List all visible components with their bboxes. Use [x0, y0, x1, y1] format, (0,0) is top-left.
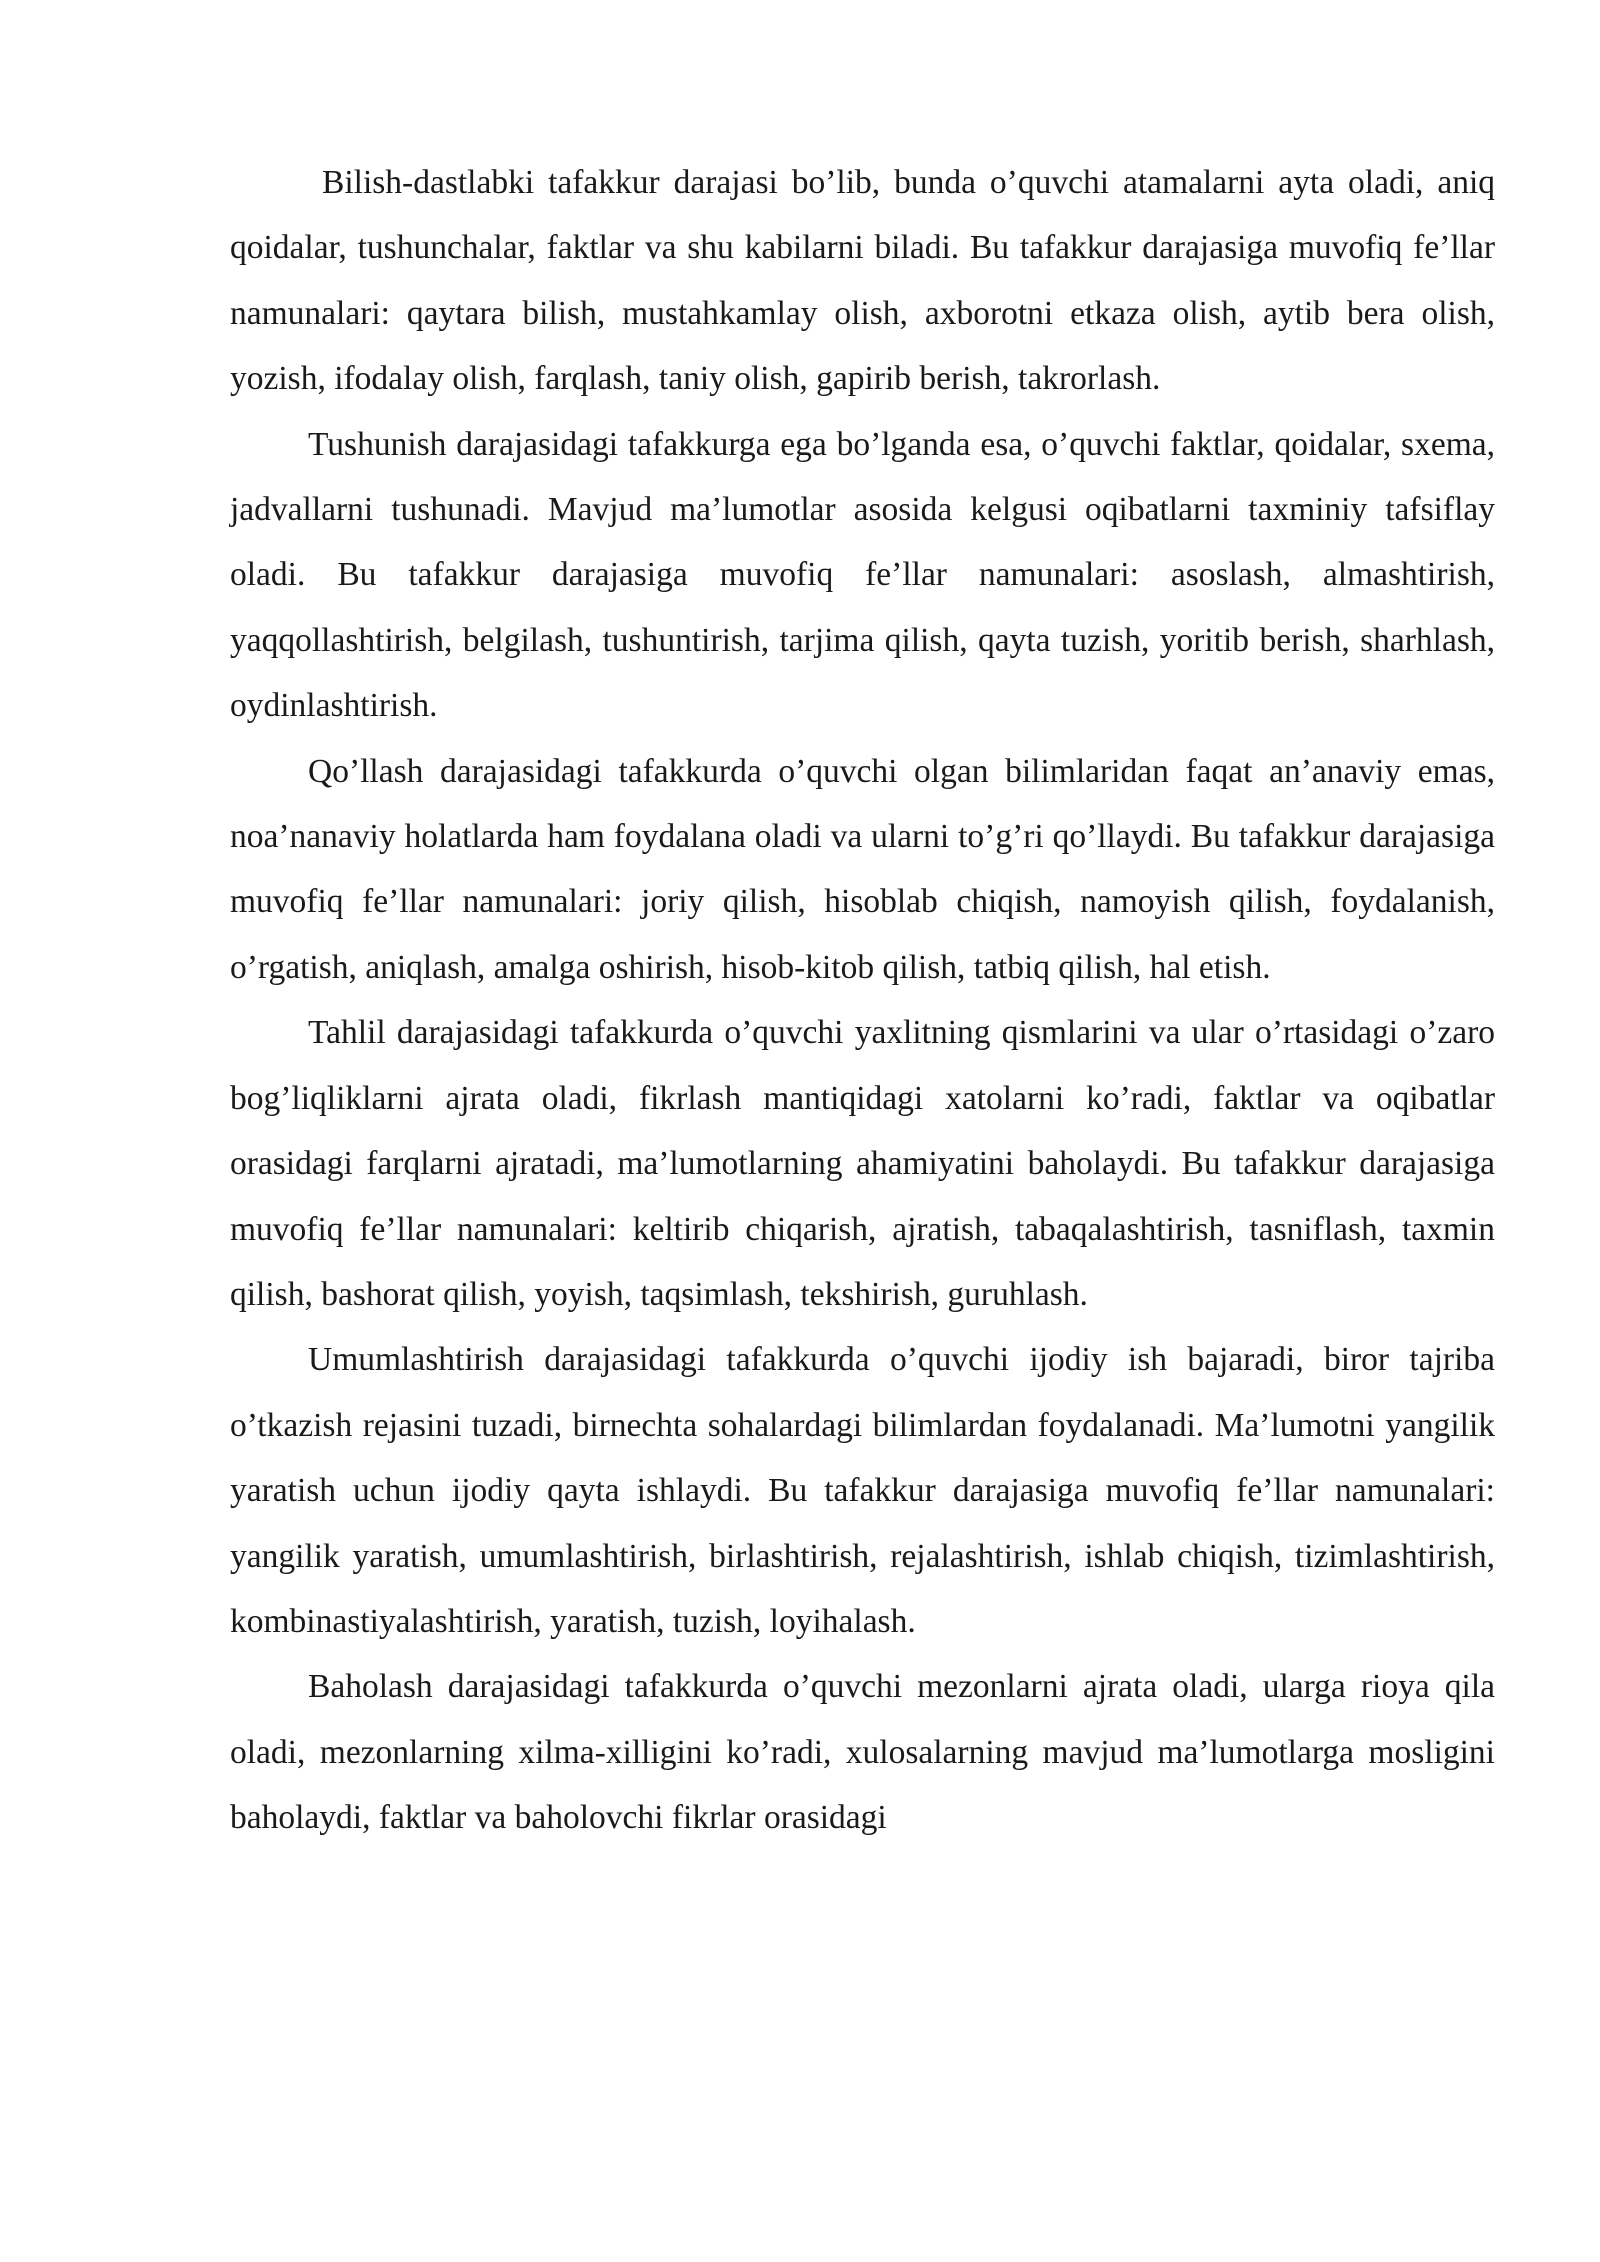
- paragraph-baholash: Baholash darajasidagi tafakkurda o’quvchi mezonlarni ajrata oladi, ularga rioya qila oladi, mezonlarning xilma-xilligini ko’radi, xulosalarning mavjud ma’lumotlarga mosligini baholaydi, faktlar va baholovchi fikrlar orasidagi: [230, 1668, 1495, 1837]
- paragraph-tushunish: Tushunish darajasidagi tafakkurga ega bo’lganda esa, o’quvchi faktlar, qoidalar, sxema, jadvallarni tushunadi. Mavjud ma’lumotlar asosida kelgusi oqibatlarni taxminiy tafsiflay oladi. Bu tafakkur darajasiga muvofiq fe’llar namunalari: asoslash, almashtirish, yaqqollashtirish, belgilash, tushuntirish, tarjima qilish, qayta tuzish, yoritib berish, sharhlash, oydinlashtirish.: [230, 425, 1495, 725]
- document-body: [230, 150, 1495, 1851]
- paragraph-qollash: Qo’llash darajasidagi tafakkurda o’quvchi olgan bilimlaridan faqat an’anaviy emas, noa’nanaviy holatlarda ham foydalana oladi va ularni to’g’ri qo’llaydi. Bu tafakkur darajasiga muvofiq fe’llar namunalari: joriy qilish, hisoblab chiqish, namoyish qilish, foydalanish, o’rgatish, aniqlash, amalga oshirish, hisob-kitob qilish, tatbiq qilish, hal etish.: [230, 752, 1495, 986]
- paragraph-tahlil: Tahlil darajasidagi tafakkurda o’quvchi yaxlitning qismlarini va ular o’rtasidagi o’zaro bog’liqliklarni ajrata oladi, fikrlash mantiqidagi xatolarni ko’radi, faktlar va oqibatlar orasidagi farqlarni ajratadi, ma’lumotlarning ahamiyatini baholaydi. Bu tafakkur darajasiga muvofiq fe’llar namunalari: keltirib chiqarish, ajratish, tabaqalashtirish, tasniflash, taxmin qilish, bashorat qilish, yoyish, taqsimlash, tekshirish, guruhlash.: [230, 1014, 1495, 1313]
- paragraph-bilish: Bilish-dastlabki tafakkur darajasi bo’lib, bunda o’quvchi atamalarni ayta oladi, aniq qoidalar, tushunchalar, faktlar va shu kabilarni biladi. Bu tafakkur darajasiga muvofiq fe’llar namunalari: qaytara bilish, mustahkamlay olish, axborotni etkaza olish, aytib bera olish, yozish, ifodalay olish, farqlash, taniy olish, gapirib berish, takrorlash.: [230, 164, 1495, 398]
- paragraph-umumlashtirish: Umumlashtirish darajasidagi tafakkurda o’quvchi ijodiy ish bajaradi, biror tajriba o’tkazish rejasini tuzadi, birnechta sohalardagi bilimlardan foydalanadi. Ma’lumotni yangilik yaratish uchun ijodiy qayta ishlaydi. Bu tafakkur darajasiga muvofiq fe’llar namunalari: yangilik yaratish, umumlashtirish, birlashtirish, rejalashtirish, ishlab chiqish, tizimlashtirish, kombinastiyalashtirish, yaratish, tuzish, loyihalash.: [230, 1341, 1495, 1640]
